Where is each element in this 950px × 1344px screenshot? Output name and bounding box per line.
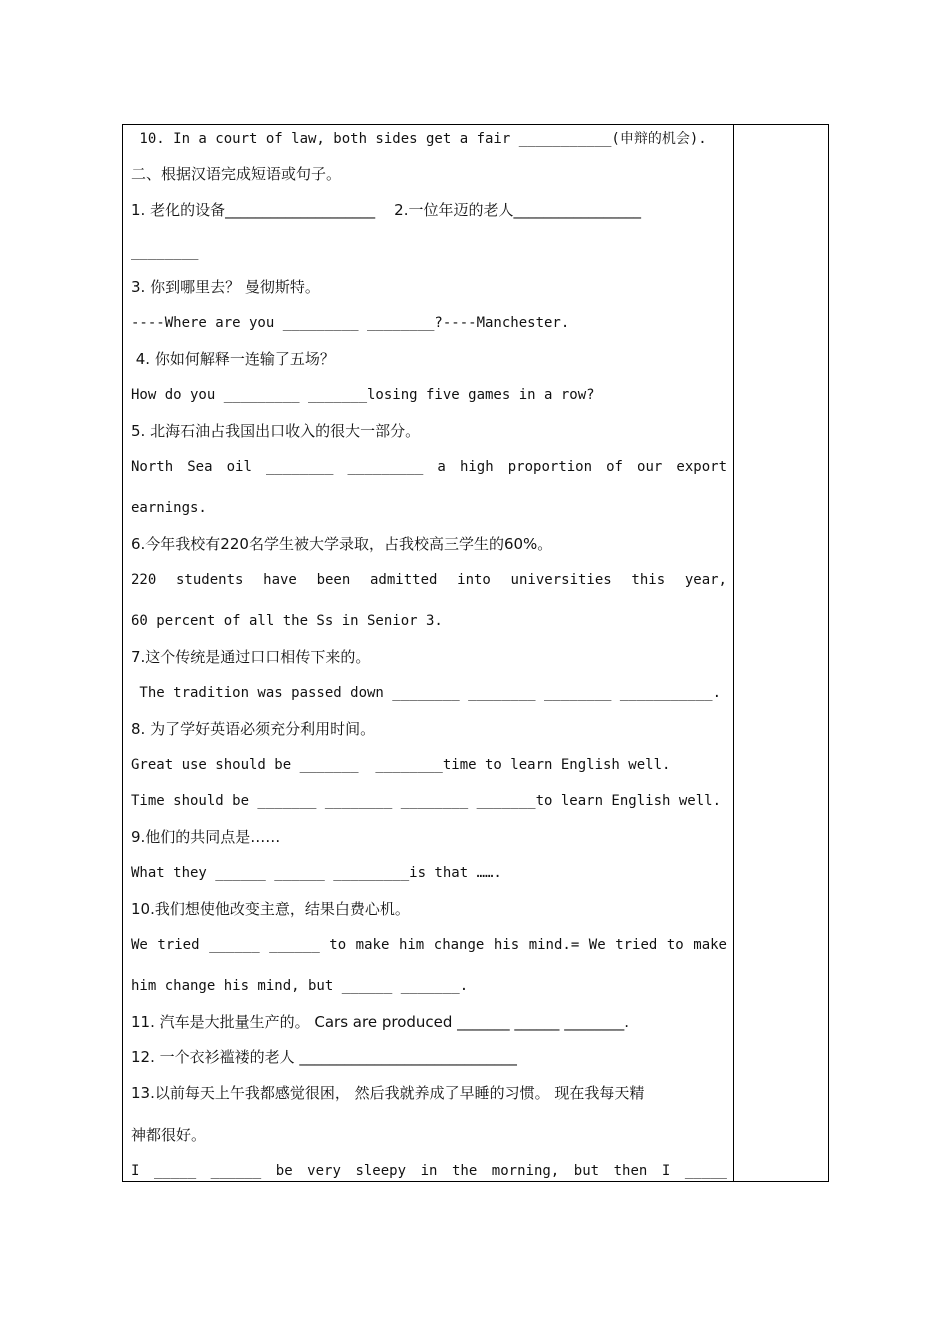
item-5-cn: 5. 北海石油占我国出口收入的很大一部分。 [131, 422, 421, 440]
item-6-en-continued: 60 percent of all the Ss in Senior 3. [131, 613, 443, 629]
item-4-en: How do you _________ _______losing five games in a row? [131, 387, 595, 403]
item-11: 11. 汽车是大批量生产的。 Cars are produced _______ ______ ________. [131, 1013, 629, 1031]
section-heading: 二、根据汉语完成短语或句子。 [131, 165, 342, 183]
item-10-en: We tried ______ ______ to make him change his mind.= We tried to make [131, 937, 727, 953]
item-5-en-continued: earnings. [131, 500, 207, 516]
item-10-en-continued: him change his mind, but ______ _______. [131, 978, 469, 994]
item-13-cn: 13.以前每天上午我都感觉很困， 然后我就养成了早睡的习惯。 现在我每天精 [131, 1084, 645, 1102]
item-7-cn: 7.这个传统是通过口口相传下来的。 [131, 648, 371, 666]
item-9-cn: 9.他们的共同点是…… [131, 828, 281, 846]
item-4-cn: 4. 你如何解释一连输了五场？ [131, 350, 335, 368]
item-6-cn: 6.今年我校有220名学生被大学录取，占我校高三学生的60%。 [131, 535, 553, 553]
item-9-en: What they ______ ______ _________is that ……. [131, 865, 502, 881]
item-10-cn: 10.我们想使他改变主意，结果白费心机。 [131, 900, 410, 918]
item-2-continued: ________ [131, 244, 199, 260]
item-7-en: The tradition was passed down ________ ________ ________ ___________. [131, 685, 722, 701]
item-6-en: 220 students have been admitted into universities this year, [131, 572, 727, 588]
item-3-cn: 3. 你到哪里去？ 曼彻斯特。 [131, 278, 320, 296]
item-1-2: 1. 老化的设备____________________ 2.一位年迈的老人_________________ [131, 201, 641, 219]
item-8-en-a: Great use should be _______ ________time to learn English well. [131, 757, 671, 773]
worksheet-table [122, 124, 829, 1182]
item-13-cn-continued: 神都很好。 [131, 1126, 207, 1144]
item-12: 12. 一个衣衫褴褛的老人 _____________________________ [131, 1048, 517, 1066]
column-divider [733, 125, 734, 1181]
item-10-court: 10. In a court of law, both sides get a fair ___________(申辩的机会). [131, 131, 707, 147]
item-8-cn: 8. 为了学好英语必须充分利用时间。 [131, 720, 376, 738]
item-3-en: ----Where are you _________ ________?----Manchester. [131, 315, 570, 331]
item-13-en: I _____ ______ be very sleepy in the morning, but then I _____ [131, 1163, 727, 1179]
item-8-en-b: Time should be _______ ________ ________ _______to learn English well. [131, 793, 722, 809]
item-5-en: North Sea oil ________ _________ a high proportion of our export [131, 459, 727, 475]
